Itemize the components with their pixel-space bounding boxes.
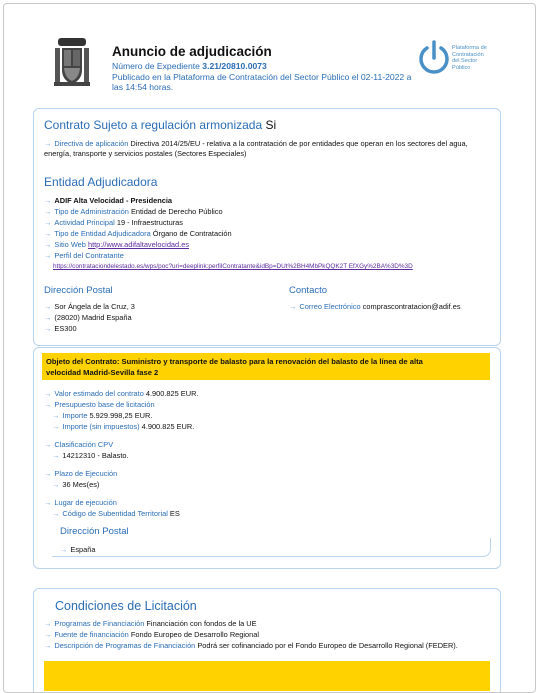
tipo-admin-row: → Tipo de Administración Entidad de Derecho Público (44, 207, 223, 216)
direccion-city: → (28020) Madrid España (44, 313, 132, 322)
cpv-value-row: → 14212310 - Balasto. (52, 451, 129, 460)
sitio-web-link[interactable]: http://www.adifaltavelocidad.es (87, 240, 190, 249)
logo-text: Plataforma de Contratación del Sector Público (452, 45, 487, 71)
subentidad-row: → Código de Subentidad Territorial ES (52, 509, 180, 518)
contrato-heading: Contrato Sujeto a regulación armonizada Si (44, 118, 277, 132)
direccion-street: → Sor Ángela de la Cruz, 3 (44, 302, 135, 311)
next-section-highlight (44, 661, 490, 691)
page-title: Anuncio de adjudicación (112, 44, 272, 59)
presupuesto-row: → Presupuesto base de licitación (44, 400, 155, 409)
objeto-direccion-heading: Dirección Postal (60, 526, 129, 537)
actividad-row: → Actividad Principal 19 - Infraestructuras (44, 218, 183, 227)
importe-sin-row: → Importe (sin impuestos) 4.900.825 EUR. (52, 422, 195, 431)
document-header (4, 4, 535, 104)
plazo-row: → Plazo de Ejecución (44, 469, 118, 478)
expediente-line: Número de Expediente 3.21/20810.0073 (112, 61, 267, 71)
perfil-row: → Perfil del Contratante (44, 251, 124, 260)
objeto-title: Objeto del Contrato: Suministro y transporte de balasto para la renovación del balasto de la línea de alta velocidad Madrid-Sevilla fase 2 (46, 357, 423, 377)
descripcion-row: → Descripción de Programas de Financiación Podrá ser cofinanciado por el Fondo Europeo de Desarrollo Regional (FEDER). (44, 641, 458, 650)
sitio-web-row: → Sitio Web http://www.adifaltavelocidad.es (44, 240, 190, 249)
directiva-row-cont: energía, transporte y servicios postales (Sectores Especiales) (44, 149, 247, 158)
document-page (3, 3, 536, 693)
published-line: Publicado en la Plataforma de Contratación del Sector Público el 02-11-2022 a las 14:54 horas. (112, 72, 412, 92)
perfil-link[interactable]: https://contrataciondelestado.es/wps/poc?uri=deeplink:perfilContratante&idBp=DUt%2BH4MbPkQQK2T EfXGy%2BA%3D%3D (53, 263, 413, 270)
tipo-entidad-row: → Tipo de Entidad Adjudicadora Órgano de Contratación (44, 229, 232, 238)
contract-section (33, 108, 501, 346)
valor-row: → Valor estimado del contrato 4.900.825 EUR. (44, 389, 199, 398)
direccion-heading: Dirección Postal (44, 285, 113, 296)
entidad-name: → ADIF Alta Velocidad - Presidencia (44, 196, 172, 205)
objeto-country-row: → España (60, 545, 96, 554)
plataforma-logo (416, 40, 526, 80)
plazo-value-row: → 36 Mes(es) (52, 480, 100, 489)
fuente-row: → Fuente de financiación Fondo Europeo de Desarrollo Regional (44, 630, 260, 639)
directiva-row: → Directiva de aplicación Directiva 2014/25/EU - relativa a la contratación de por entidades que operan en los sectores del agua, (44, 139, 468, 148)
contacto-heading: Contacto (289, 285, 328, 296)
cpv-row: → Clasificación CPV (44, 440, 114, 449)
direccion-frame (52, 538, 491, 557)
email-row: → Correo Electrónico comprascontratacion@adif.es (289, 302, 461, 311)
objeto-section (33, 347, 501, 569)
importe-row: → Importe 5.929.998,25 EUR. (52, 411, 153, 420)
condiciones-heading: Condiciones de Licitación (55, 599, 197, 613)
lugar-row: → Lugar de ejecución (44, 498, 117, 507)
coat-of-arms-icon (52, 36, 92, 90)
entidad-heading: Entidad Adjudicadora (44, 175, 158, 189)
direccion-code: → ES300 (44, 324, 77, 333)
perfil-link-row (53, 262, 413, 272)
power-icon (418, 40, 450, 76)
condiciones-section (33, 588, 501, 693)
programas-row: → Programas de Financiación Financiación con fondos de la UE (44, 619, 257, 628)
